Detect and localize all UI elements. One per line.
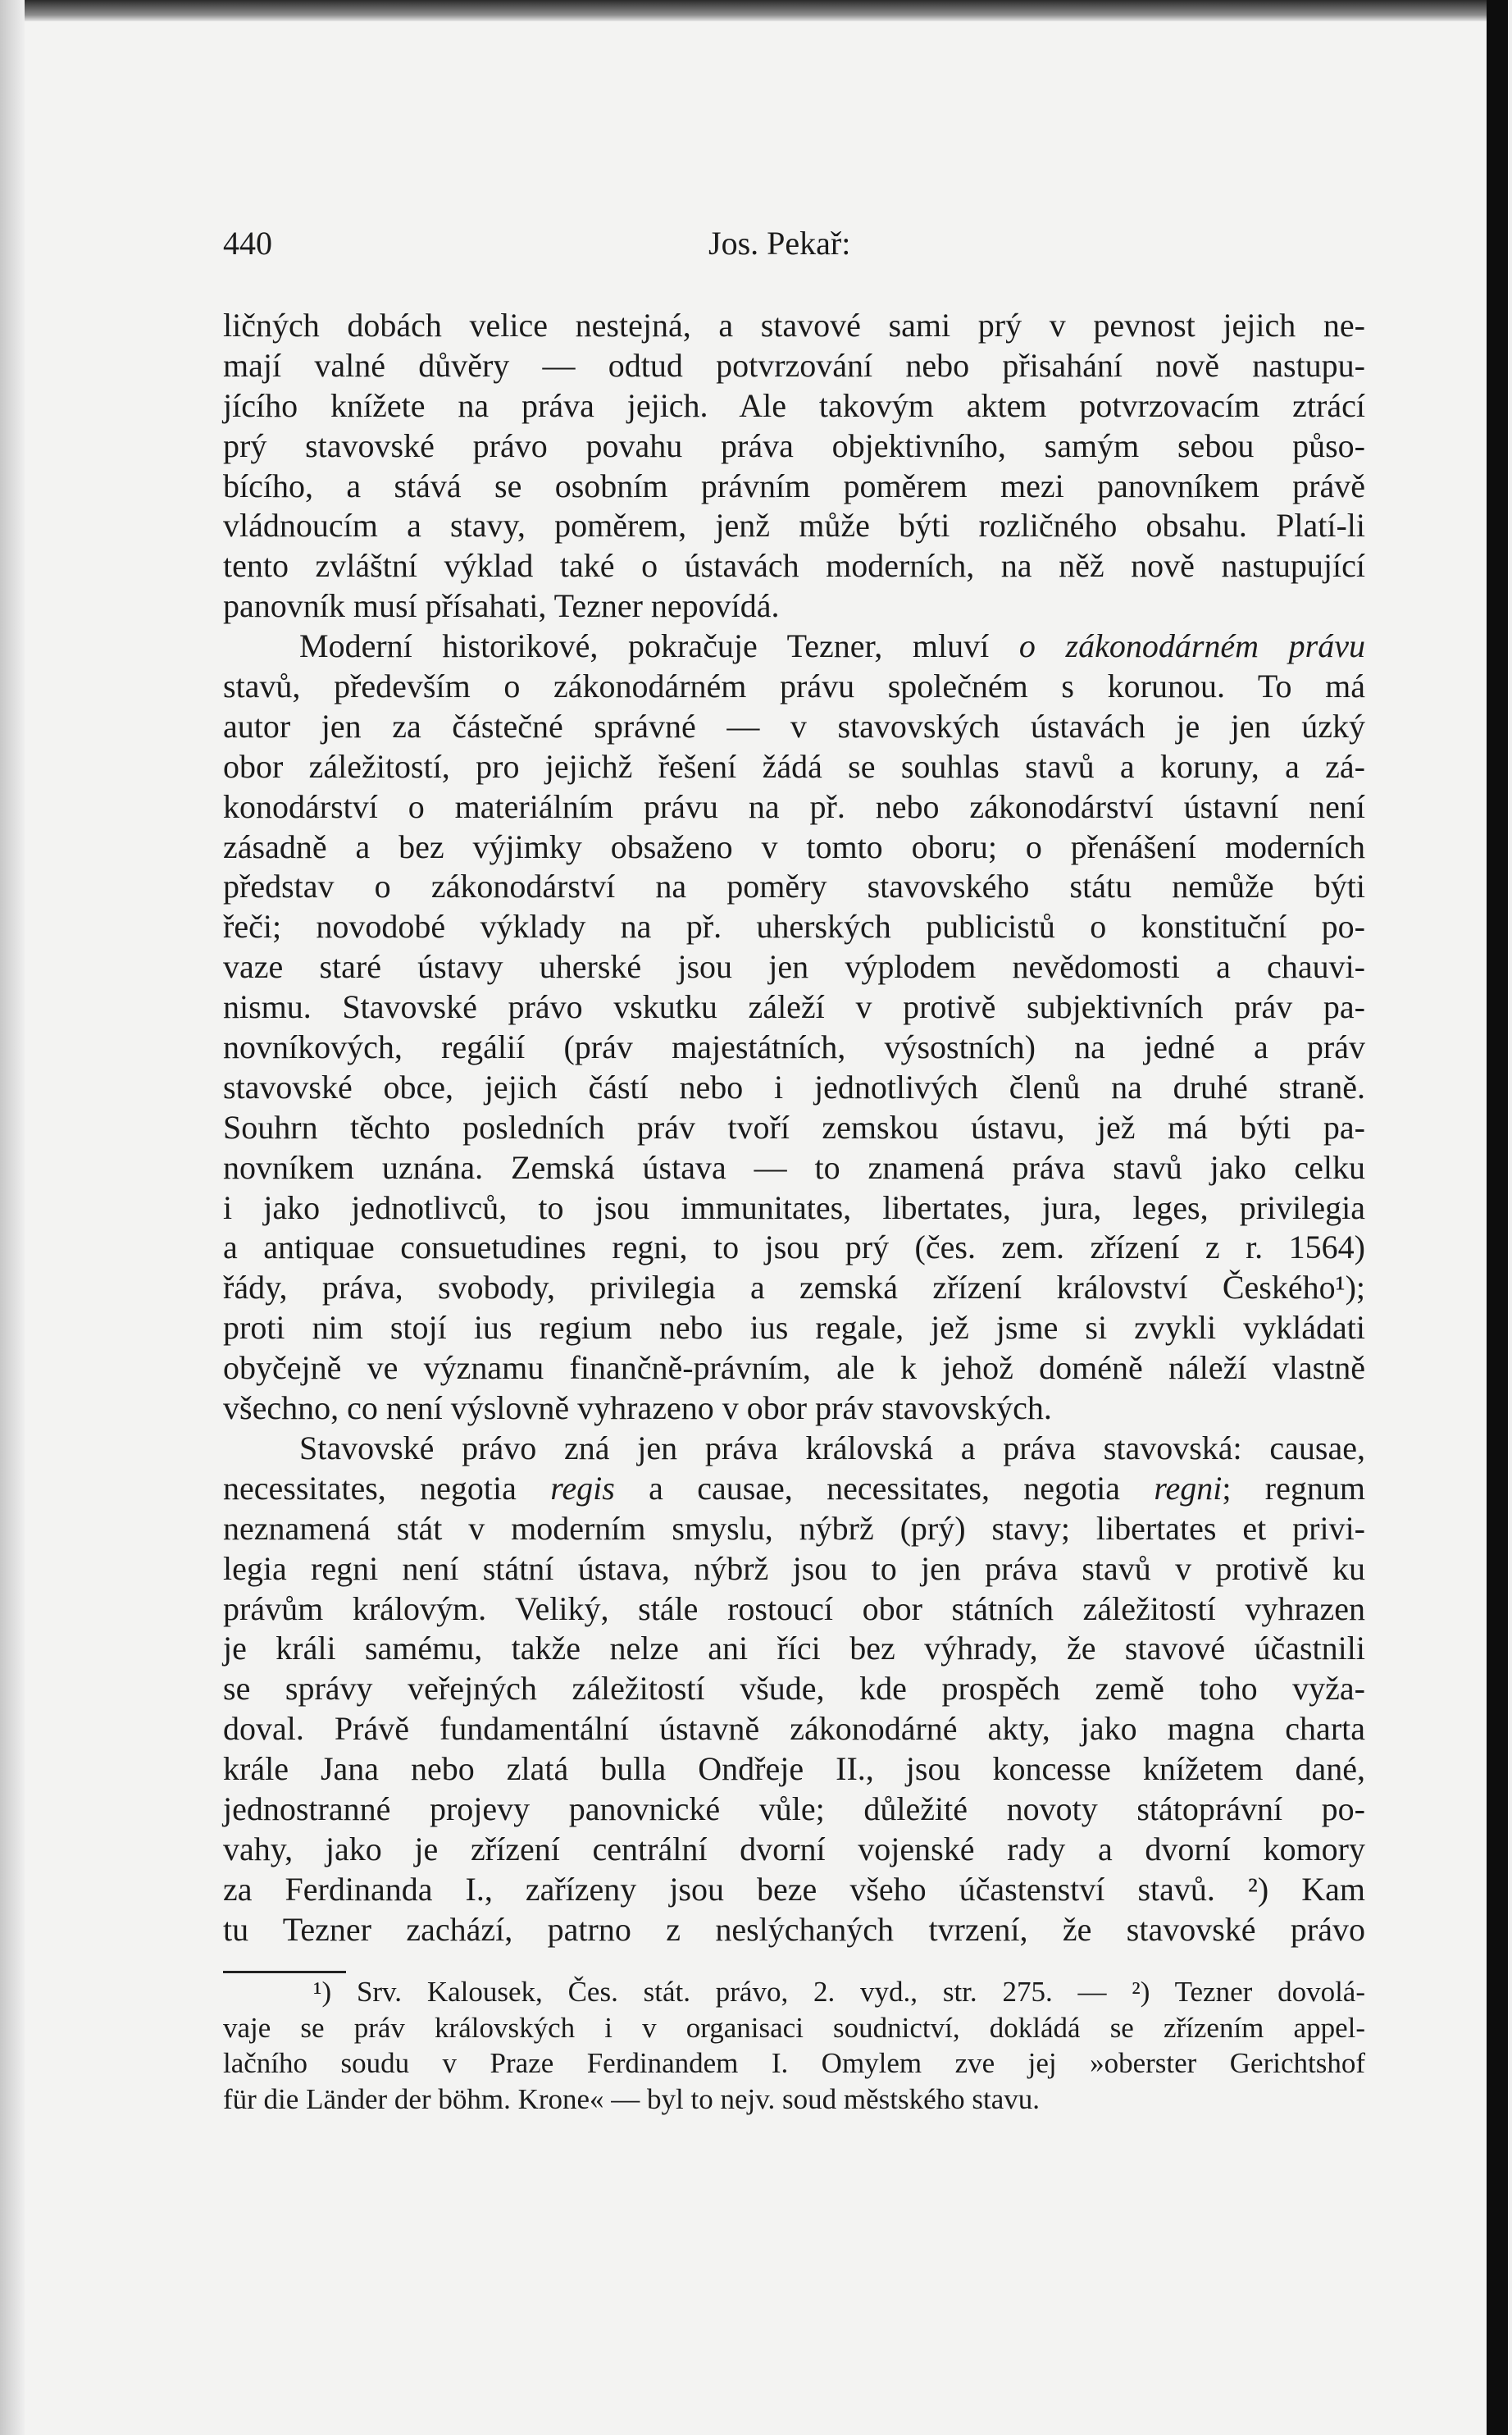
text-line: ličných dobách velice nestejná, a stavové sami prý v pevnost jejich ne- [223,307,1365,344]
text-line: i jako jednotlivců, to jsou immunitates, libertates, jura, leges, privilegia [223,1188,1365,1226]
text-line: se správy veřejných záležitostí všude, kde prospěch země toho vyža- [223,1670,1365,1708]
text-line: jednostranné projevy panovnické vůle; důležité novoty státoprávní po- [223,1790,1365,1827]
italic-text: regni [1154,1469,1223,1507]
text-line: jícího knížete na práva jejich. Ale takovým aktem potvrzovacím ztrácí [223,386,1365,424]
body-text [223,306,1365,1950]
text-line: vahy, jako je zřízení centrální dvorní vojenské rady a dvorní komory [223,1830,1365,1867]
paragraph [223,627,1365,1429]
text-line: proti nim stojí ius regium nebo ius regale, jež jsme si zvykli vykládati [223,1309,1365,1347]
text-line: řády, práva, svobody, privilegia a zemská zřízení království Českého¹); [223,1269,1365,1306]
text-line: obor záležitostí, pro jejichž řešení žádá se souhlas stavů a koruny, a zá- [223,747,1365,785]
scan-right-margin [1508,0,1512,2435]
text-line: všechno, co není výslovně vyhrazeno v obor práv stavovských. [223,1389,1052,1427]
text-line: konodárství o materiálním právu na př. nebo zákonodárství ústavní není [223,787,1365,825]
text-line: vládnoucím a stavy, poměrem, jenž může býti rozličného obsahu. Platí-li [223,507,1365,545]
text-line: tento zvláštní výklad také o ústavách moderních, na něž nově nastupující [223,547,1365,585]
footnote-rule [223,1971,346,1973]
text-line: zásadně a bez výjimky obsaženo v tomto oboru; o přenášení moderních [223,828,1365,865]
text-line: prý stavovské právo povahu práva objektivního, samým sebou půso- [223,426,1365,464]
text-line [223,1469,1365,1509]
page-header [223,223,1365,264]
text-line: doval. Právě fundamentální ústavně zákonodárné akty, jako magna charta [223,1710,1365,1748]
text-line: právům královým. Veliký, stále rostoucí obor státních záležitostí vyhrazen [223,1589,1365,1627]
scan-top-edge [0,0,1512,21]
text-line: novníkem uznána. Zemská ústava — to znamená práva stavů jako celku [223,1148,1365,1186]
text-line: za Ferdinanda I., zařízeny jsou beze všeho účastenství stavů. ²) Kam [223,1870,1365,1908]
paragraph [223,1429,1365,1950]
text-line: Stavovské právo zná jen práva královská a práva stavovská: causae, [299,1429,1365,1466]
footnote-line: vaje se práv královských i v organisaci soudnictví, dokládá se zřízením appel- [223,2011,1365,2044]
text-line: legia regni není státní ústava, nýbrž jsou to jen práva stavů v protivě ku [223,1549,1365,1587]
text-line: krále Jana nebo zlatá bulla Ondřeje II., jsou koncesse knížetem dané, [223,1750,1365,1788]
text-line: Souhrn těchto posledních práv tvoří zemskou ústavu, jež má býti pa- [223,1108,1365,1146]
text-line: stavů, především o zákonodárném právu společném s korunou. To má [223,668,1365,705]
text-line: autor jen za částečné správné — v stavovských ústavách je jen úzký [223,707,1365,745]
footnote-line: ¹) Srv. Kalousek, Čes. stát. právo, 2. vyd., str. 275. — ²) Tezner dovolá- [313,1976,1365,2008]
text-line: nismu. Stavovské právo vskutku záleží v protivě subjektivních práv pa- [223,988,1365,1026]
footnote-line: lačního soudu v Praze Ferdinandem I. Omylem zve jej »oberster Gerichtshof [223,2047,1365,2079]
scan-right-border [1487,0,1508,2435]
text-line: bícího, a stává se osobním právním poměrem mezi panovníkem právě [223,467,1365,504]
text-line: novníkových, regálií (práv majestátních, výsostních) na jedné a práv [223,1028,1365,1066]
text-line: představ o zákonodárství na poměry stavovského státu nemůže býti [223,868,1365,905]
text-segment: Moderní historikové, pokračuje Tezner, mluví [299,627,1019,665]
text-line: řeči; novodobé výklady na př. uherských publicistů o konstituční po- [223,908,1365,946]
footnote-line: für die Länder der böhm. Krone« — byl to nejv. soud městského stavu. [223,2082,1040,2115]
italic-text: o zákonodárném právu [1018,627,1365,665]
text-line: obyčejně ve významu finančně-právním, ale k jehož doméně náleží vlastně [223,1349,1365,1387]
page-number: 440 [223,225,272,262]
text-line: mají valné důvěry — odtud potvrzování nebo přisahání nově nastupu- [223,346,1365,384]
text-segment: necessitates, negotia [223,1469,551,1507]
text-line: stavovské obce, jejich částí nebo i jednotlivých členů na druhé straně. [223,1068,1365,1106]
text-line: panovník musí přísahati, Tezner nepovídá. [223,587,780,625]
footnotes [223,1974,1365,2117]
scan-left-edge [0,0,25,2435]
text-line: tu Tezner zachází, patrno z neslýchaných tvrzení, že stavovské právo [223,1910,1365,1948]
text-line: je králi samému, takže nelze ani říci bez výhrady, že stavové účastnili [223,1630,1365,1667]
text-line: vaze staré ústavy uherské jsou jen výplodem nevědomosti a chauvi- [223,948,1365,986]
text-segment: a causae, necessitates, negotia [614,1469,1154,1507]
paragraph [223,306,1365,627]
text-line [223,627,1365,667]
running-title: Jos. Pekař: [708,225,851,262]
text-line: neznamená stát v moderním smyslu, nýbrž (prý) stavy; libertates et privi- [223,1509,1365,1547]
italic-text: regis [550,1469,615,1507]
text-segment: ; regnum [1222,1469,1365,1507]
text-line: a antiquae consuetudines regni, to jsou prý (čes. zem. zřízení z r. 1564) [223,1229,1365,1266]
